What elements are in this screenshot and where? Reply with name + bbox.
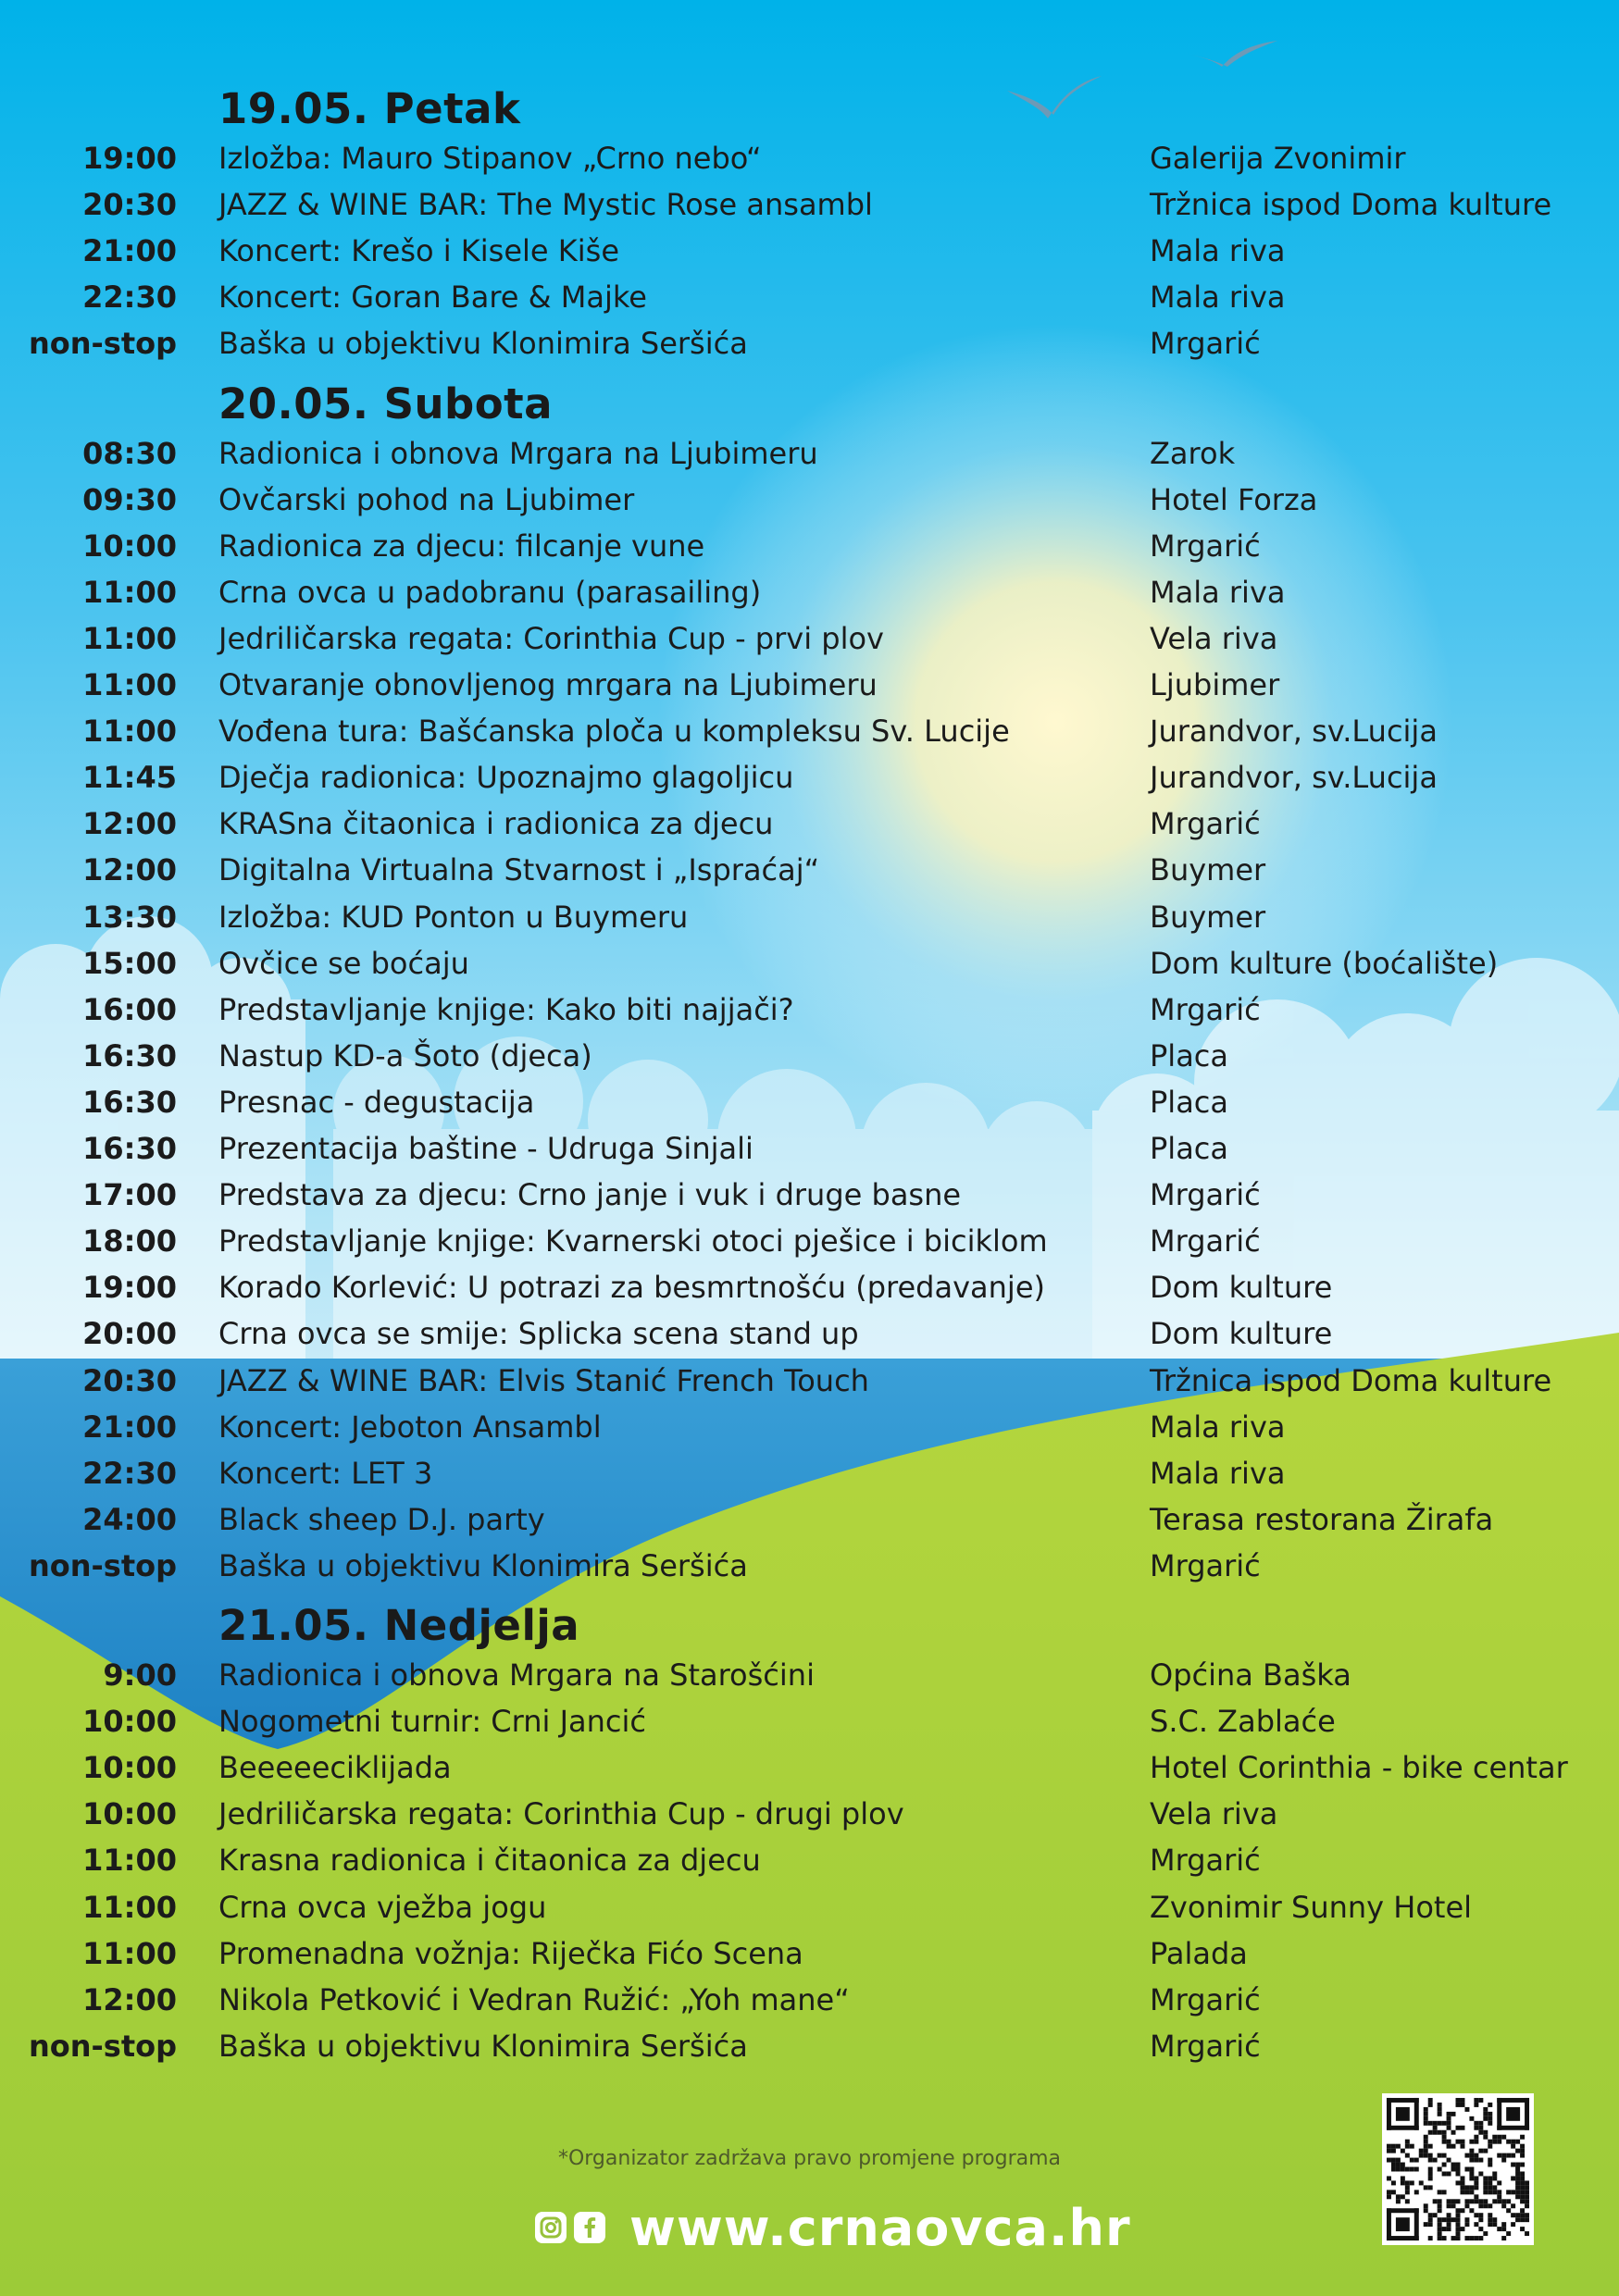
schedule-row xyxy=(0,523,1619,569)
event-time: 19:00 xyxy=(82,1270,177,1306)
schedule-row xyxy=(0,181,1619,228)
event-name: Koncert: Krešo i Kisele Kiše xyxy=(218,233,620,269)
event-name: Koncert: LET 3 xyxy=(218,1455,433,1491)
event-location: Terasa restorana Žirafa xyxy=(1150,1501,1494,1537)
event-name: Predstavljanje knjige: Kvarnerski otoci pješice i biciklom xyxy=(218,1223,1048,1260)
event-location: Mrgarić xyxy=(1150,1177,1261,1213)
event-time: 15:00 xyxy=(82,945,177,981)
event-name: Vođena tura: Bašćanska ploča u kompleksu Sv. Lucije xyxy=(218,714,1010,750)
event-name: Prezentacija baštine - Udruga Sinjali xyxy=(218,1131,753,1166)
event-time: non-stop xyxy=(28,326,177,362)
schedule-row xyxy=(0,615,1619,662)
event-name: Beeeeeciklijada xyxy=(218,1750,452,1786)
event-name: Crna ovca se smije: Splicka scena stand up xyxy=(218,1316,859,1352)
event-time: 20:30 xyxy=(82,187,177,223)
event-time: 11:00 xyxy=(82,714,177,750)
event-location: Palada xyxy=(1150,1935,1248,1971)
event-location: Galerija Zvonimir xyxy=(1150,141,1406,176)
event-time: 9:00 xyxy=(103,1657,177,1693)
schedule-row xyxy=(0,1125,1619,1172)
event-location: Mrgarić xyxy=(1150,326,1261,362)
event-location: Mrgarić xyxy=(1150,527,1261,564)
schedule-row xyxy=(0,1079,1619,1125)
event-time: 21:00 xyxy=(82,233,177,269)
schedule-row xyxy=(0,1837,1619,1883)
schedule-row xyxy=(0,1977,1619,2023)
event-location: Dom kulture xyxy=(1150,1270,1333,1306)
schedule-row xyxy=(0,754,1619,800)
event-name: Krasna radionica i čitaonica za djecu xyxy=(218,1843,761,1879)
event-location: Mrgarić xyxy=(1150,991,1261,1027)
event-location: Vela riva xyxy=(1150,1796,1278,1832)
schedule-row xyxy=(0,662,1619,708)
event-time: 19:00 xyxy=(82,141,177,176)
event-time: 13:30 xyxy=(82,899,177,935)
event-time: 17:00 xyxy=(82,1177,177,1213)
event-name: Nikola Petković i Vedran Ružić: „Yoh mane“ xyxy=(218,1981,850,2017)
event-location: Zvonimir Sunny Hotel xyxy=(1150,1889,1473,1925)
schedule-row xyxy=(0,1358,1619,1404)
schedule-row xyxy=(0,228,1619,274)
event-location: Općina Baška xyxy=(1150,1657,1351,1693)
event-name: Presnac - degustacija xyxy=(218,1084,535,1120)
event-name: Izložba: Mauro Stipanov „Crno nebo“ xyxy=(218,141,762,176)
event-time: 24:00 xyxy=(82,1501,177,1537)
event-name: Koncert: Jeboton Ansambl xyxy=(218,1409,602,1445)
schedule-row xyxy=(0,1450,1619,1496)
event-time: non-stop xyxy=(28,1547,177,1583)
event-time: 12:00 xyxy=(82,852,177,888)
event-time: 22:30 xyxy=(82,1455,177,1491)
event-time: 11:00 xyxy=(82,574,177,610)
event-time: 22:30 xyxy=(82,279,177,316)
event-location: Dom kulture xyxy=(1150,1316,1333,1352)
event-name: KRASna čitaonica i radionica za djecu xyxy=(218,806,774,842)
event-location: Dom kulture (boćalište) xyxy=(1150,945,1499,981)
event-location: Mrgarić xyxy=(1150,1223,1261,1260)
event-name: Radionica za djecu: filcanje vune xyxy=(218,527,705,564)
schedule-row xyxy=(0,477,1619,523)
event-name: Koncert: Goran Bare & Majke xyxy=(218,279,647,316)
event-location: Ljubimer xyxy=(1150,667,1280,702)
event-name: Baška u objektivu Klonimira Seršića xyxy=(218,1547,748,1583)
event-time: 11:00 xyxy=(82,620,177,656)
event-name: Crna ovca vježba jogu xyxy=(218,1889,547,1925)
event-location: Tržnica ispod Doma kulture xyxy=(1150,187,1552,223)
schedule-row xyxy=(0,1310,1619,1357)
event-name: Promenadna vožnja: Riječka Fićo Scena xyxy=(218,1935,803,1971)
event-location: Mrgarić xyxy=(1150,2028,1261,2064)
event-location: Hotel Corinthia - bike centar xyxy=(1150,1750,1568,1786)
event-name: Predstavljanje knjige: Kako biti najjači? xyxy=(218,991,794,1027)
schedule-row xyxy=(0,1884,1619,1930)
schedule-row xyxy=(0,1652,1619,1698)
schedule-row xyxy=(0,320,1619,366)
event-name: Ovčice se boćaju xyxy=(218,945,469,981)
schedule-row xyxy=(0,1264,1619,1310)
schedule-row xyxy=(0,1496,1619,1543)
schedule-row xyxy=(0,1218,1619,1264)
event-location: Tržnica ispod Doma kulture xyxy=(1150,1362,1552,1398)
disclaimer-note: *Organizator zadržava pravo promjene programa xyxy=(557,2147,1062,2170)
event-location: Mrgarić xyxy=(1150,1843,1261,1879)
event-name: Predstava za djecu: Crno janje i vuk i druge basne xyxy=(218,1177,962,1213)
event-location: Placa xyxy=(1150,1037,1228,1074)
schedule-row xyxy=(0,940,1619,987)
event-location: S.C. Zablaće xyxy=(1150,1704,1336,1740)
schedule-row xyxy=(0,708,1619,754)
event-name: JAZZ & WINE BAR: The Mystic Rose ansambl xyxy=(218,187,873,223)
event-name: Black sheep D.J. party xyxy=(218,1501,545,1537)
facebook-icon[interactable] xyxy=(574,2212,605,2243)
social-icons xyxy=(535,2212,605,2243)
event-name: Jedriličarska regata: Corinthia Cup - drugi plov xyxy=(218,1796,904,1832)
day-heading: 20.05. Subota xyxy=(218,379,554,428)
schedule-row xyxy=(0,430,1619,477)
event-location: Mala riva xyxy=(1150,574,1286,610)
schedule-row xyxy=(0,1543,1619,1589)
event-location: Placa xyxy=(1150,1084,1228,1120)
event-name: JAZZ & WINE BAR: Elvis Stanić French Touch xyxy=(218,1362,869,1398)
event-name: Crna ovca u padobranu (parasailing) xyxy=(218,574,762,610)
event-time: 11:00 xyxy=(82,1889,177,1925)
schedule-row xyxy=(0,1698,1619,1744)
event-name: Baška u objektivu Klonimira Seršića xyxy=(218,326,748,362)
event-location: Placa xyxy=(1150,1131,1228,1166)
schedule-row xyxy=(0,894,1619,940)
schedule-row xyxy=(0,135,1619,181)
event-time: 16:30 xyxy=(82,1131,177,1166)
event-location: Mala riva xyxy=(1150,233,1286,269)
event-location: Jurandvor, sv.Lucija xyxy=(1150,760,1438,796)
event-time: non-stop xyxy=(28,2028,177,2064)
event-time: 10:00 xyxy=(82,1796,177,1832)
event-name: Izložba: KUD Ponton u Buymeru xyxy=(218,899,689,935)
event-name: Korado Korlević: U potrazi za besmrtnošću (predavanje) xyxy=(218,1270,1045,1306)
qr-code xyxy=(1382,2093,1534,2245)
event-time: 11:00 xyxy=(82,1843,177,1879)
event-time: 10:00 xyxy=(82,1704,177,1740)
event-time: 16:00 xyxy=(82,991,177,1027)
event-location: Mala riva xyxy=(1150,279,1286,316)
event-location: Mala riva xyxy=(1150,1455,1286,1491)
event-location: Jurandvor, sv.Lucija xyxy=(1150,714,1438,750)
event-location: Mrgarić xyxy=(1150,1547,1261,1583)
website-link[interactable]: www.crnaovca.hr xyxy=(629,2198,1131,2257)
event-time: 12:00 xyxy=(82,806,177,842)
event-name: Ovčarski pohod na Ljubimer xyxy=(218,481,635,517)
event-time: 08:30 xyxy=(82,435,177,471)
event-time: 10:00 xyxy=(82,527,177,564)
event-name: Baška u objektivu Klonimira Seršića xyxy=(218,2028,748,2064)
schedule-row xyxy=(0,847,1619,893)
event-location: Vela riva xyxy=(1150,620,1278,656)
schedule-row xyxy=(0,2023,1619,2069)
event-location: Buymer xyxy=(1150,899,1266,935)
day-heading: 21.05. Nedjelja xyxy=(218,1601,580,1650)
schedule-row xyxy=(0,800,1619,847)
event-location: Zarok xyxy=(1150,435,1236,471)
event-time: 09:30 xyxy=(82,481,177,517)
day-heading: 19.05. Petak xyxy=(218,84,521,133)
footer xyxy=(535,2195,1131,2260)
event-time: 11:00 xyxy=(82,1935,177,1971)
event-name: Radionica i obnova Mrgara na Starošćini xyxy=(218,1657,815,1693)
event-time: 11:45 xyxy=(82,760,177,796)
event-time: 10:00 xyxy=(82,1750,177,1786)
schedule-row xyxy=(0,1404,1619,1450)
event-name: Nogometni turnir: Crni Jancić xyxy=(218,1704,646,1740)
event-time: 18:00 xyxy=(82,1223,177,1260)
event-time: 21:00 xyxy=(82,1409,177,1445)
event-name: Dječja radionica: Upoznajmo glagoljicu xyxy=(218,760,794,796)
event-time: 20:00 xyxy=(82,1316,177,1352)
event-name: Otvaranje obnovljenog mrgara na Ljubimeru xyxy=(218,667,878,702)
event-time: 12:00 xyxy=(82,1981,177,2017)
event-time: 16:30 xyxy=(82,1084,177,1120)
event-name: Jedriličarska regata: Corinthia Cup - prvi plov xyxy=(218,620,884,656)
event-location: Mala riva xyxy=(1150,1409,1286,1445)
schedule-row xyxy=(0,1930,1619,1977)
instagram-icon[interactable] xyxy=(535,2212,567,2243)
event-time: 16:30 xyxy=(82,1037,177,1074)
event-location: Mrgarić xyxy=(1150,806,1261,842)
schedule-row xyxy=(0,1033,1619,1079)
event-location: Mrgarić xyxy=(1150,1981,1261,2017)
schedule-row xyxy=(0,1172,1619,1218)
schedule-row xyxy=(0,1744,1619,1791)
schedule-row xyxy=(0,274,1619,320)
event-time: 20:30 xyxy=(82,1362,177,1398)
event-time: 11:00 xyxy=(82,667,177,702)
schedule-row xyxy=(0,987,1619,1033)
schedule-row xyxy=(0,569,1619,615)
event-name: Nastup KD-a Šoto (djeca) xyxy=(218,1037,592,1074)
event-name: Radionica i obnova Mrgara na Ljubimeru xyxy=(218,435,818,471)
schedule-row xyxy=(0,1791,1619,1837)
event-name: Digitalna Virtualna Stvarnost i „Ispraćaj“ xyxy=(218,852,820,888)
event-location: Buymer xyxy=(1150,852,1266,888)
event-location: Hotel Forza xyxy=(1150,481,1318,517)
